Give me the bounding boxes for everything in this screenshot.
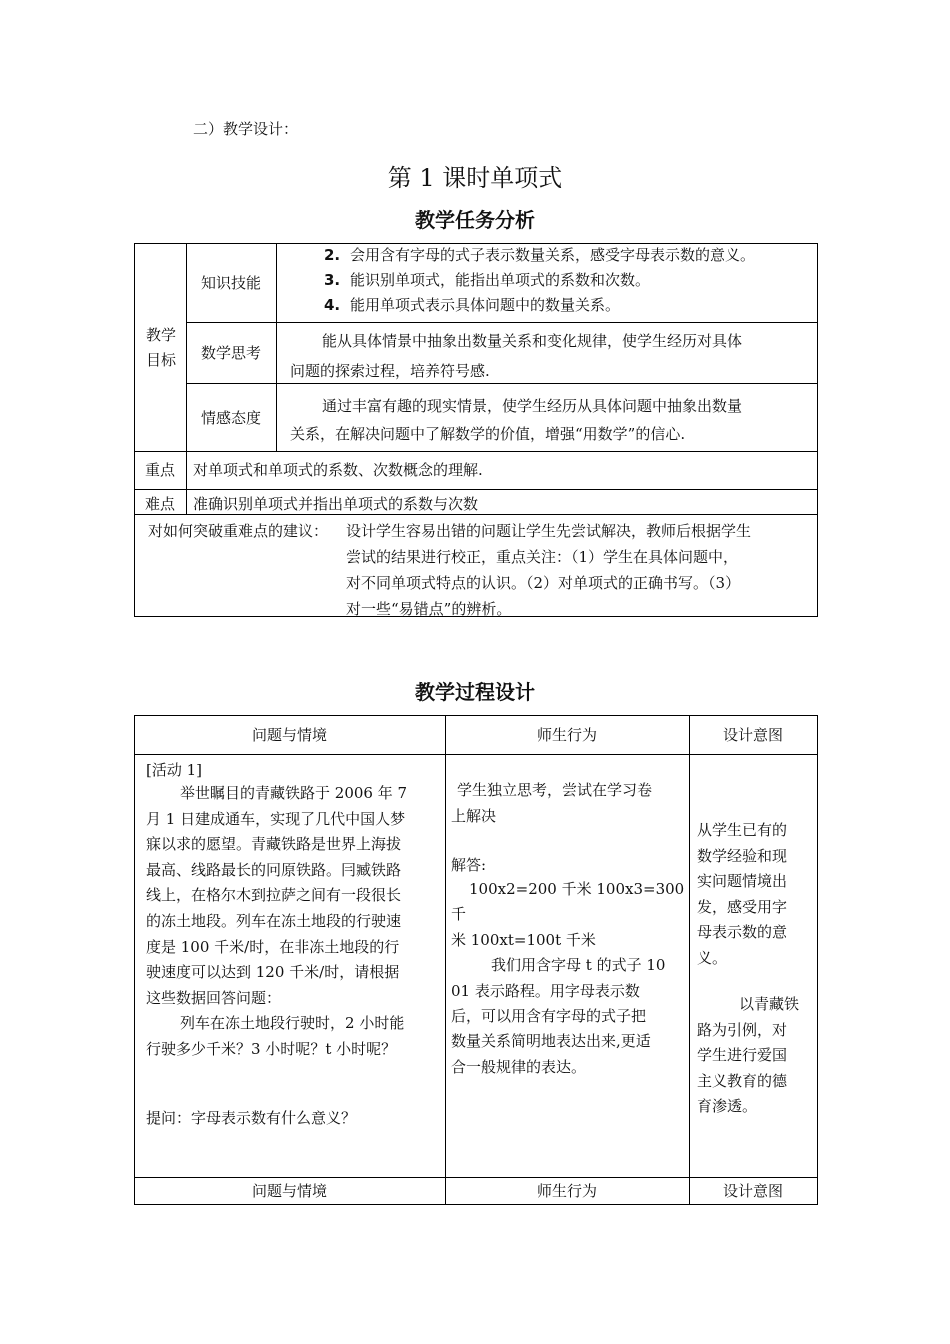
header-situation: 问题与情境 (251, 726, 327, 744)
knowledge-label: 知识技能 (200, 274, 261, 292)
footer-intent: 设计意图 (722, 1182, 783, 1200)
process-heading: 教学过程设计 (415, 680, 535, 704)
suggestion-lead: 对如何突破重难点的建议： (148, 522, 329, 540)
intent-text-b: 以青藏铁 路为引例，对 学生进行爱国 主义教育的德 育渗透。 (697, 995, 800, 1115)
footer-behavior: 师生行为 (536, 1182, 597, 1200)
attitude-label: 情感态度 (200, 409, 261, 427)
activity-label: [活动 1] (146, 761, 203, 779)
header-intent: 设计意图 (722, 726, 783, 744)
key-point-label: 重点 (144, 461, 175, 479)
difficulty-text: 准确识别单项式并指出单项式的系数与次数 (193, 495, 479, 513)
knowledge-item: 3. 能识别单项式，能指出单项式的系数和次数。 (324, 271, 651, 289)
analysis-heading: 教学任务分析 (415, 208, 535, 232)
activity-question: 提问：字母表示数有什么意义？ (146, 1109, 357, 1127)
thinking-label: 数学思考 (200, 344, 261, 362)
footer-situation: 问题与情境 (251, 1182, 327, 1200)
suggestion-text: 设计学生容易出错的问题让学生先尝试解决，教师后根据学生 尝试的结果进行校正，重点关注：（1）学生在具体问题中， 对不同单项式特点的认识。（2）对单项式的正确书写。（3） 对一些“易错点”的辨析。 (346, 522, 752, 618)
attitude-text: 通过丰富有趣的现实情景，使学生经历从具体问题中抽象出数量 关系，在解决问题中了解数学的价值，增强“用数学”的信心. (290, 397, 743, 443)
section-label: 二）教学设计： (193, 120, 299, 138)
key-point-text: 对单项式和单项式的系数、次数概念的理解. (193, 461, 483, 479)
lesson-title: 第 1 课时单项式 (387, 164, 563, 192)
knowledge-list (324, 243, 814, 318)
thinking-text: 能从具体情景中抽象出数量关系和变化规律，使学生经历对具体 问题的探索过程，培养符号感. (290, 332, 743, 380)
header-behavior: 师生行为 (536, 726, 597, 744)
behavior-think: 学生独立思考，尝试在学习卷 上解决 (451, 781, 653, 825)
difficulty-label: 难点 (144, 495, 175, 513)
goals-row-label: 教学目标 (145, 326, 176, 369)
knowledge-item: 4. 能用单项式表示具体问题中的数量关系。 (324, 296, 621, 314)
knowledge-item: 2. 会用含有字母的式子表示数量关系，感受字母表示数的意义。 (324, 246, 756, 264)
intent-text-a: 从学生已有的 数学经验和现 实问题情境出 发，感受用字 母表示数的意 义。 (697, 821, 788, 967)
answer-text: 100x2=200 千米 100x3=300 千 米 100xt=100t 千米 我们用含字母 t 的式子 10 01 表示路程。用字母表示数 后，可以用含有字母的式子把 数量关系简明地表达出来,更适 合一般规律的表达。 (451, 880, 685, 1076)
answer-label: 解答: (451, 856, 487, 874)
activity-description: 举世瞩目的青藏铁路于 2006 年 7 月 1 日建成通车，实现了几代中国人梦 寐以求的愿望。青藏铁路是世界上海拔 最高、线路最长的冋原铁路。冃臧铁路 线上，在格尔木到拉萨之间有一段很长 的冻土地段。列车在冻土地段的行驶速 度是 100 千米/时，在非冻土地段的行 驶速度可以达到 120 千米/时，请根据 这些数据回答问题： 列车在冻土地段行驶时，2 小时能 行驶多少千米？3 小时呢？t 小时呢？ (146, 784, 408, 1058)
